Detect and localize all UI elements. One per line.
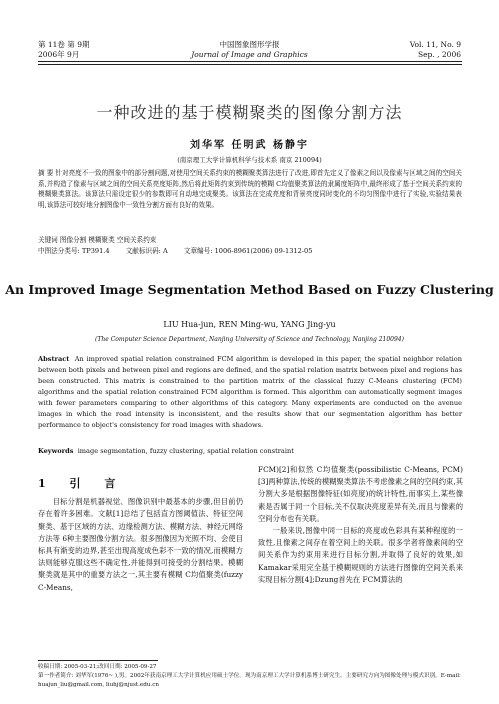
volume-cn: 第 11卷 第 9期 [38,40,90,49]
right-column [258,464,463,586]
class-number-cn: 中图法分类号: TP391.4 [38,247,110,255]
journal-en: Journal of Image and Graphics [191,50,308,59]
date-en: Sep. , 2006 [417,50,461,59]
right-paragraph-2: 一般来说,图像中同一目标的亮度或色彩具有某种程度的一致性,且像素之间存在着空间上的关联。很多学者将像素间的空间关系作为约束用来进行目标分割,并取得了良好的效果,如 Kamakar采用完全基于模糊规则的方法进行图像的空间关系来实现目标分割[4];Dzung首先在 FCM算法的 [258,526,463,584]
footnotes [38,663,462,690]
footnote-author: 第一作者简介: 刘华军(1976~ ),男。2002年获南京理工大学计算机应用硕士学位。现为南京理工大学计算机系博士研究生。主要研究方向为图像处理与模式识别。E-mail: huajun_liu@gmail.com, liuhj@njust.edu.cn [38,673,461,688]
classification-line [38,246,462,256]
header-rule-thin [38,64,462,65]
abstract-en [38,354,462,431]
abstract-cn: 摘 要 针对亮度不一致的图象中的部分割问题,对使用空间关系约束的模糊聚类算法进行了改进,即首先定义了像素之间以及像素与区域之间的空间关系,并构造了像素与区域之间的空间关系亮度矩阵,然后将此矩阵约束到传统的模糊 C均值聚类算法的隶属度矩阵中,最终形成了基于空间关系约束的模糊聚类算法。该算法只需设定很少的参数即可自动地完成聚类。该算法在完成亮度和背景亮度同时变化的不均匀图像中进行了实验,实验结果表明,该算法可较好地分割图像中一致性分割方面有良好的效果。 [38,169,462,209]
keywords-en-text: image segmentation, fuzzy clustering, spatial relation constraint [77,447,294,455]
page-header [0,0,499,62]
left-column [38,478,243,594]
title-en: An Improved Image Segmentation Method Based on Fuzzy Clustering [5,282,494,297]
keywords-en-label: Keywords [38,447,74,455]
article-number-cn: 文章编号: 1006-8961(2006) 09-1312-05 [183,247,313,255]
affiliation-en: (The Computer Science Department, Nanjing University of Science and Technology, Nanjing 210094) [95,336,404,343]
footnote-rule [38,660,158,661]
abstract-en-text: An improved spatial relation constrained FCM algorithm is developed in this paper, the spatial neighbor relation between both pixels and between pixel and regions are defined, and the spatial relation matrix between pixel and regions has been constructed. This matrix is constrained to the partition matrix of the classical fuzzy C-Means clustering (FCM) algorithms and the spatial relation constrained FCM algorithm is formed. This algorithm can automatically segment images with fewer parameters comparing to other algorithms of this category. Many experiments are conducted on the avenue images in which the road intensity is inconsistent, and the results show that our segmentation algorithm has better performance to object's consistency for road images with shadows. [38,355,462,429]
authors-cn: 刘华军 任明武 杨静宇 [190,140,309,151]
affiliation-cn: (南京理工大学计算机科学与技术系 南京 210094) [177,156,322,164]
section-heading: 1 引 言 [38,477,126,490]
doc-code-cn: 文献标识码: A [125,247,168,255]
keywords-cn: 关键词 图像分割 模糊聚类 空间关系约束 [38,236,157,244]
title-cn: 一种改进的基于模糊聚类的图像分割方法 [96,103,403,122]
keywords-en [38,446,462,456]
left-column-text: 目标分割是机器视觉、图像识别中最基本的步骤,但目前仍存在着许多困难。文献[1]总结了包括直方图阈值法、特征空间聚类、基于区域的方法、边缘检测方法、模糊方法、神经元网络方法等 6种主要图像分割方法。很多图像因为光照不均、会使目标具有渐变的边界,甚至出现高度成色彩不一致的情况,而模糊方法则能够克服这些不确定性,并能得到可接受的分割结果。模糊聚类就是其中的重要方法之一,其主要有模糊 C均值聚类(fuzzy C-Means, [38,497,243,592]
authors-en: LIU Hua-jun, REN Ming-wu, YANG Jing-yu [163,320,336,329]
volume-en: Vol. 11, No. 9 [409,40,461,49]
right-paragraph-1: FCM)[2]和似然 C均值聚类(possibilistic C-Means, PCM)[3]两种算法,传统的模糊聚类算法不考虑像素之间的空间约束,其分割大多是根据图像特征(如亮度)的统计特性,而事实上,某些像素是否属于同一个目标,关不仅取决亮度差异有关,而且与像素的空间分布也有关联。 [258,465,463,523]
journal-cn: 中国图象图形学报 [219,40,280,49]
header-rule-thick [38,61,462,62]
header-right [410,40,461,60]
abstract-en-label: Abstract [38,355,70,363]
footnote-received: 收稿日期: 2005-03-21;改回日期: 2005-09-27 [38,664,157,670]
date-cn: 2006年 9月 [38,50,80,59]
